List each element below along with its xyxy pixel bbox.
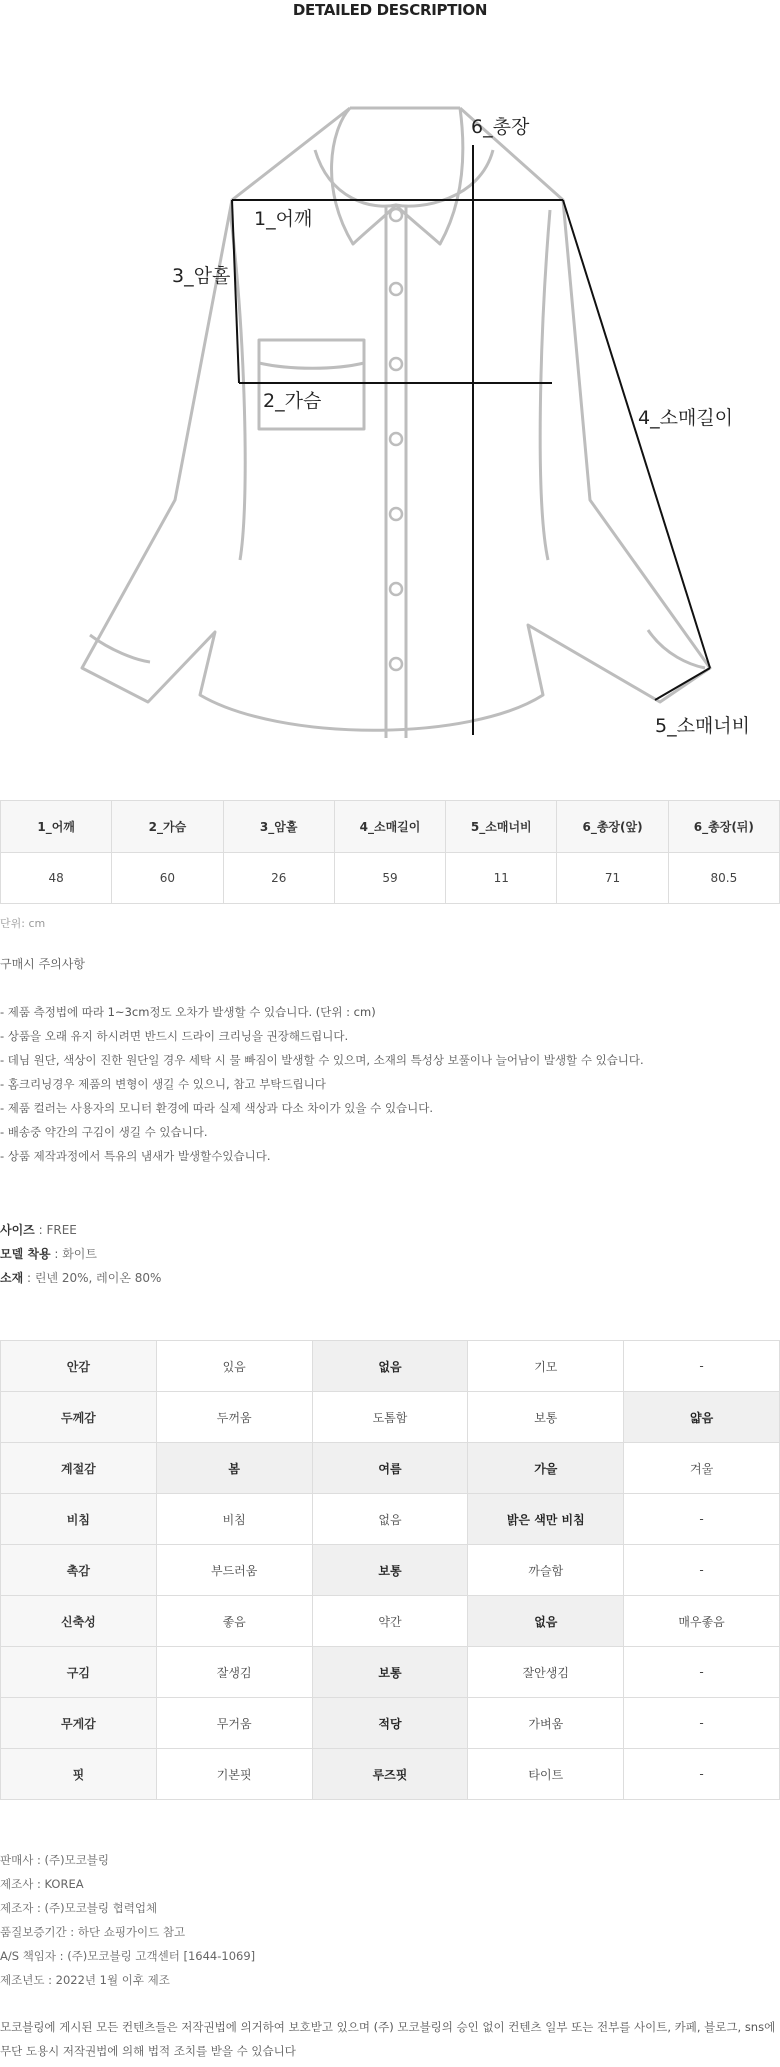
care-title: 구매시 주의사항: [0, 957, 85, 971]
attr-option: 잘안생김: [468, 1647, 624, 1698]
size-header-cell: 5_소매너비: [446, 801, 557, 853]
label-shoulder: 1_어깨: [254, 208, 313, 230]
label-armhole: 3_암홀: [172, 265, 231, 287]
seller-line: 판매사 : (주)모코블링: [0, 1853, 110, 1867]
attr-option-selected: 루즈핏: [312, 1749, 468, 1800]
spec-model: [0, 1242, 161, 1266]
spec-size-label: 사이즈: [0, 1223, 35, 1237]
size-header-cell: 2_가슴: [112, 801, 223, 853]
attr-row-lining: [1, 1341, 780, 1392]
attr-option: -: [624, 1647, 780, 1698]
measurement-lines: [232, 145, 710, 735]
size-value-cell: 71: [557, 853, 668, 904]
size-header-cell: 4_소매길이: [334, 801, 445, 853]
attr-option: -: [624, 1698, 780, 1749]
attr-option: -: [624, 1494, 780, 1545]
attr-option-selected: 없음: [468, 1596, 624, 1647]
attr-option-selected: 적당: [312, 1698, 468, 1749]
attr-option: 부드러움: [156, 1545, 312, 1596]
seller-info: [0, 1848, 255, 1992]
attr-row-season: [1, 1443, 780, 1494]
attr-option: 있음: [156, 1341, 312, 1392]
attr-option: -: [624, 1545, 780, 1596]
attr-option-selected: 보통: [312, 1545, 468, 1596]
attr-option: 비침: [156, 1494, 312, 1545]
label-chest: 2_가슴: [263, 390, 322, 412]
attr-label: 비침: [1, 1494, 157, 1545]
size-value-cell: 26: [223, 853, 334, 904]
label-sleeve-width: 5_소매너비: [655, 715, 751, 737]
attr-row-stretch: [1, 1596, 780, 1647]
spec-material-label: 소재: [0, 1271, 24, 1285]
attr-label: 무게감: [1, 1698, 157, 1749]
attr-label: 신축성: [1, 1596, 157, 1647]
attr-option-selected: 봄: [156, 1443, 312, 1494]
size-value-cell: 48: [1, 853, 112, 904]
copyright-line: 모코블링에 게시된 모든 컨텐츠들은 저작권법에 의거하여 보호받고 있으며 (주) 모코블링의 승인 없이 컨텐츠 일부 또는 전부를 사이트, 카페, 블로그, sns에: [0, 2020, 776, 2034]
attr-option: 잘생김: [156, 1647, 312, 1698]
attr-row-thickness: [1, 1392, 780, 1443]
attr-option-selected: 밝은 색만 비침: [468, 1494, 624, 1545]
care-item: - 홈크리닝경우 제품의 변형이 생길 수 있으니, 참고 부탁드립니다: [0, 1077, 326, 1091]
spec-model-value: : 화이트: [50, 1247, 97, 1261]
attr-label: 안감: [1, 1341, 157, 1392]
attribute-table: [0, 1340, 780, 1800]
care-item: - 배송중 약간의 구김이 생길 수 있습니다.: [0, 1125, 208, 1139]
attr-option: 무거움: [156, 1698, 312, 1749]
page-title: DETAILED DESCRIPTION: [292, 1, 488, 19]
attr-option: 약간: [312, 1596, 468, 1647]
product-specs: [0, 1218, 161, 1290]
attr-option: 도톰함: [312, 1392, 468, 1443]
attr-label: 핏: [1, 1749, 157, 1800]
buttons: [390, 209, 402, 670]
seller-line: 제조년도 : 2022년 1월 이후 제조: [0, 1973, 170, 1987]
attr-option-selected: 여름: [312, 1443, 468, 1494]
seller-line: 품질보증기간 : 하단 쇼핑가이드 참고: [0, 1925, 186, 1939]
care-item: - 제품 측정법에 따라 1~3cm정도 오차가 발생할 수 있습니다. (단위 : cm): [0, 1005, 376, 1019]
unit-note: 단위: cm: [0, 917, 46, 930]
copyright-line: 무단 도용시 저작권법에 의해 법적 조치를 받을 수 있습니다: [0, 2044, 296, 2058]
size-header-cell: 6_총장(뒤): [668, 801, 779, 853]
attr-label: 촉감: [1, 1545, 157, 1596]
size-header-cell: 3_암홀: [223, 801, 334, 853]
attr-option: 보통: [468, 1392, 624, 1443]
attr-option: 매우좋음: [624, 1596, 780, 1647]
attr-option: 가벼움: [468, 1698, 624, 1749]
size-table-header: [1, 801, 780, 853]
label-total-length: 6_총장: [471, 116, 530, 138]
size-value-cell: 59: [334, 853, 445, 904]
spec-size-value: : FREE: [34, 1223, 77, 1237]
attr-option: 까슬함: [468, 1545, 624, 1596]
size-value-cell: 80.5: [668, 853, 779, 904]
attr-option: 두꺼움: [156, 1392, 312, 1443]
size-value-cell: 60: [112, 853, 223, 904]
shirt-measurement-diagram: [70, 95, 760, 745]
size-header-cell: 6_총장(앞): [557, 801, 668, 853]
care-item: - 제품 컬러는 사용자의 모니터 환경에 따라 실제 색상과 다소 차이가 있을 수 있습니다.: [0, 1101, 434, 1115]
care-item: - 상품을 오래 유지 하시려면 반드시 드라이 크리닝을 권장해드립니다.: [0, 1029, 349, 1043]
attr-option: 기본핏: [156, 1749, 312, 1800]
attr-row-sheerness: [1, 1494, 780, 1545]
size-header-cell: 1_어깨: [1, 801, 112, 853]
care-item: - 데님 원단, 색상이 진한 원단일 경우 세탁 시 물 빠짐이 발생할 수 있으며, 소재의 특성상 보풀이나 늘어남이 발생할 수 있습니다.: [0, 1053, 644, 1067]
spec-material-value: : 린넨 20%, 레이온 80%: [23, 1271, 162, 1285]
attr-row-weight: [1, 1698, 780, 1749]
seller-line: 제조자 : (주)모코블링 협력업체: [0, 1901, 158, 1915]
seller-line: A/S 책임자 : (주)모코블링 고객센터 [1644-1069]: [0, 1949, 256, 1963]
attr-option: 타이트: [468, 1749, 624, 1800]
attr-option-selected: 없음: [312, 1341, 468, 1392]
label-sleeve-length: 4_소매길이: [638, 407, 734, 429]
attr-option-selected: 보통: [312, 1647, 468, 1698]
attr-row-texture: [1, 1545, 780, 1596]
attr-option: -: [624, 1749, 780, 1800]
attr-label: 계절감: [1, 1443, 157, 1494]
care-list: [0, 1000, 644, 1168]
seller-line: 제조사 : KOREA: [0, 1877, 84, 1891]
attr-option-selected: 얇음: [624, 1392, 780, 1443]
attr-option: -: [624, 1341, 780, 1392]
attr-option: 기모: [468, 1341, 624, 1392]
attr-label: 두께감: [1, 1392, 157, 1443]
care-item: - 상품 제작과정에서 특유의 냄새가 발생할수있습니다.: [0, 1149, 271, 1163]
size-table: [0, 800, 780, 904]
size-value-cell: 11: [446, 853, 557, 904]
spec-size: [0, 1218, 161, 1242]
spec-material: [0, 1266, 161, 1290]
attr-option: 좋음: [156, 1596, 312, 1647]
attr-row-wrinkle: [1, 1647, 780, 1698]
attr-option: 겨울: [624, 1443, 780, 1494]
size-table-values: [1, 853, 780, 904]
attr-row-fit: [1, 1749, 780, 1800]
attr-option-selected: 가을: [468, 1443, 624, 1494]
copyright-notice: [0, 2015, 780, 2063]
spec-model-label: 모델 착용: [0, 1247, 51, 1261]
shirt-outline: [82, 108, 710, 738]
attr-label: 구김: [1, 1647, 157, 1698]
attr-option: 없음: [312, 1494, 468, 1545]
